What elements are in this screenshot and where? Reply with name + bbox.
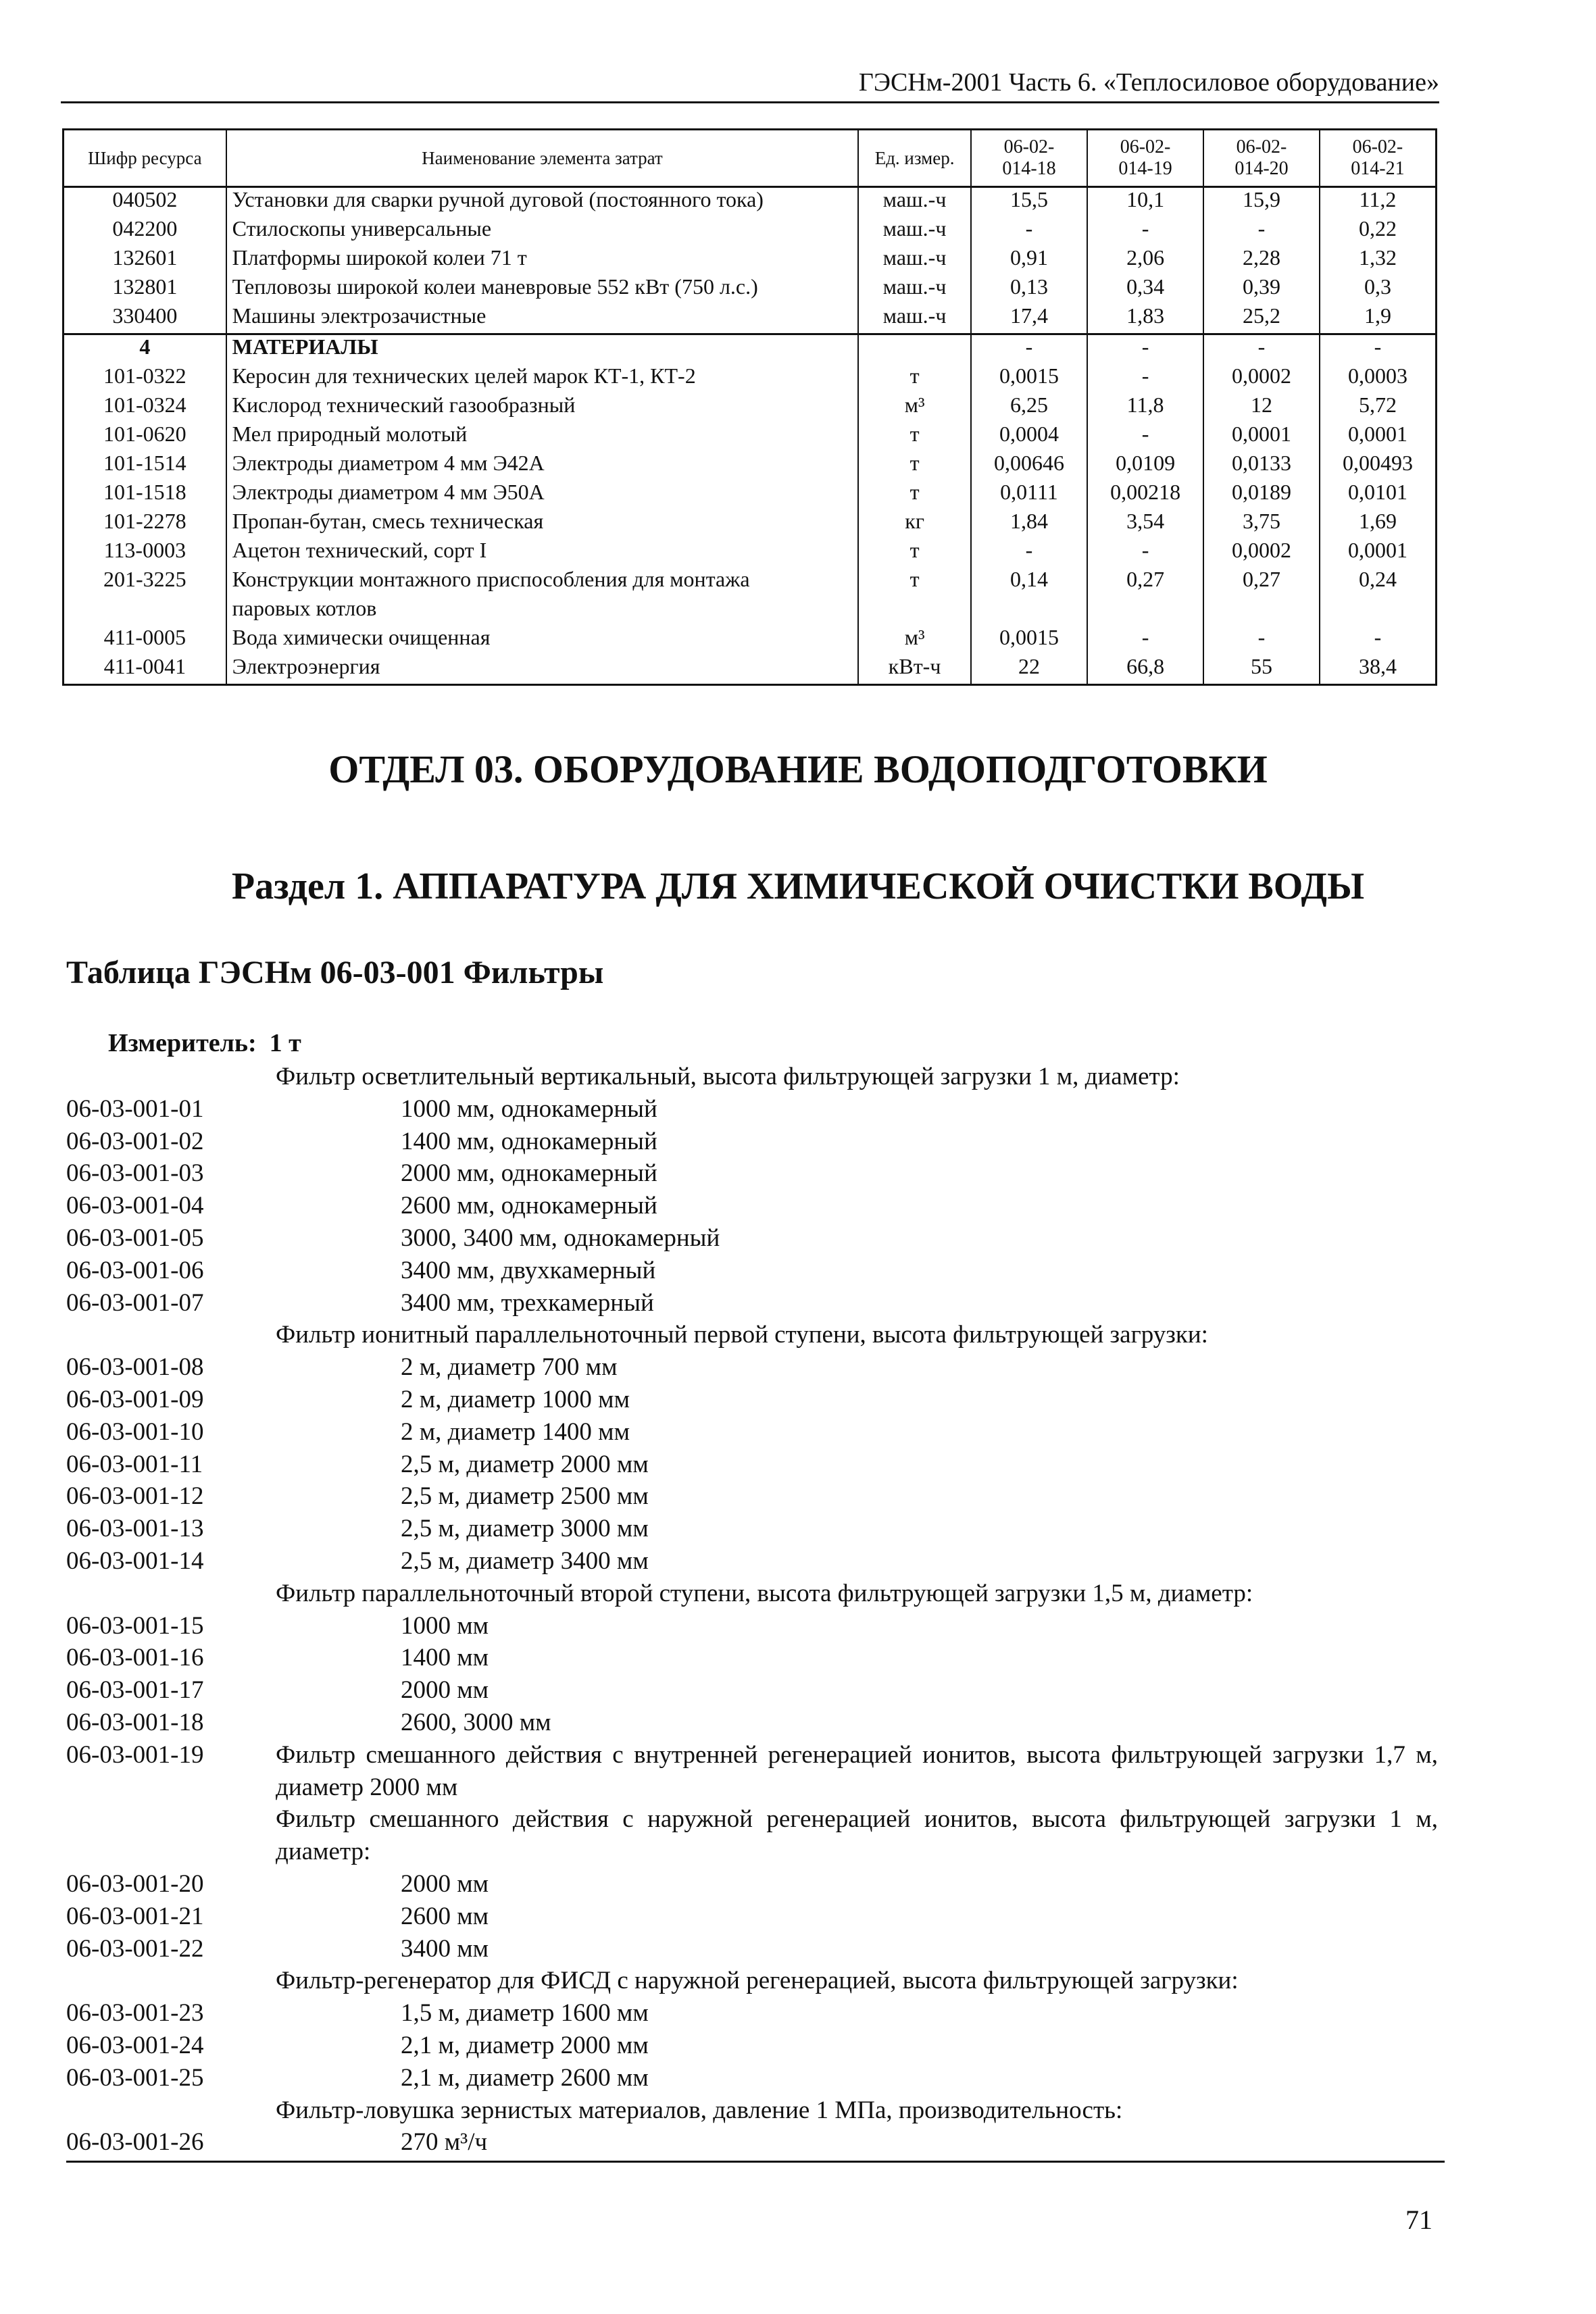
cell-value: 1,32	[1320, 246, 1437, 275]
item-desc: 2000 мм, однокамерный	[401, 1159, 657, 1188]
item-desc: 3000, 3400 мм, однокамерный	[401, 1224, 720, 1252]
cell-unit: т	[858, 422, 971, 451]
table-row	[64, 187, 1437, 218]
cell-unit: маш.-ч	[858, 275, 971, 304]
cell-code: 101-0620	[64, 422, 226, 451]
cell-value: 25,2	[1203, 304, 1320, 334]
cell-code: 101-0324	[64, 393, 226, 422]
group-heading: Фильтр смешанного действия с наружной регенерацией ионитов, высота фильтрующей загрузки 1 м, диаметр:	[276, 1805, 1438, 1866]
item-desc: 2 м, диаметр 700 мм	[401, 1353, 618, 1382]
cell-unit: маш.-ч	[858, 304, 971, 334]
group-heading: Фильтр-регенератор для ФИСД с наружной регенерацией, высота фильтрующей загрузки:	[276, 1967, 1239, 1995]
list-item	[66, 1351, 1445, 1384]
item-code: 06-03-001-10	[66, 1417, 204, 1446]
item-desc: 3400 мм, двухкамерный	[401, 1256, 656, 1284]
item-code: 06-03-001-24	[66, 2031, 204, 2059]
group-heading: Фильтр ионитный параллельноточный первой ступени, высота фильтрующей загрузки:	[276, 1321, 1208, 1349]
cell-value: 0,0001	[1203, 422, 1320, 451]
item-code: 06-03-001-03	[66, 1159, 204, 1188]
cell-value: 11,8	[1087, 393, 1203, 422]
cell-name: Машины электрозачистные	[226, 304, 859, 334]
cell-value: -	[1203, 626, 1320, 655]
cell-value: -	[1320, 334, 1437, 365]
item-desc: 2,5 м, диаметр 3400 мм	[401, 1546, 649, 1575]
cell-value: 17,4	[971, 304, 1087, 334]
cell-value: -	[971, 217, 1087, 246]
cell-name: Стилоскопы универсальные	[226, 217, 859, 246]
col-c2-header: 06-02- 014-19	[1087, 130, 1203, 187]
cell-code: 042200	[64, 217, 226, 246]
table-row	[64, 480, 1437, 509]
col-c3-header: 06-02- 014-20	[1203, 130, 1320, 187]
item-code: 06-03-001-17	[66, 1676, 204, 1705]
cell-unit: т	[858, 480, 971, 509]
list-item	[66, 1384, 1445, 1416]
cell-value: -	[1087, 217, 1203, 246]
cell-value: 0,39	[1203, 275, 1320, 304]
group-heading: Фильтр осветлительный вертикальный, высота фильтрующей загрузки 1 м, диаметр:	[276, 1063, 1180, 1090]
cell-value: -	[1087, 364, 1203, 393]
item-desc: 1000 мм, однокамерный	[401, 1095, 657, 1123]
cell-code: 132801	[64, 275, 226, 304]
cell-value: 12	[1203, 393, 1320, 422]
cell-value: 1,69	[1320, 509, 1437, 538]
cell-code: 101-2278	[64, 509, 226, 538]
item-desc: 2,1 м, диаметр 2600 мм	[401, 2063, 649, 2092]
cell-value	[1320, 597, 1437, 626]
list-item	[66, 1287, 1445, 1319]
section-title: Раздел 1. АППАРАТУРА ДЛЯ ХИМИЧЕСКОЙ ОЧИСТКИ ВОДЫ	[231, 865, 1365, 907]
cell-value: 0,0189	[1203, 480, 1320, 509]
cell-value: 0,0002	[1203, 538, 1320, 568]
item-desc: 2,5 м, диаметр 3000 мм	[401, 1515, 649, 1543]
item-desc: 2,5 м, диаметр 2500 мм	[401, 1482, 649, 1511]
item-code: 06-03-001-14	[66, 1546, 204, 1575]
cell-unit: м³	[858, 393, 971, 422]
cell-code: 040502	[64, 187, 226, 218]
cell-unit: т	[858, 568, 971, 597]
cell-value: 0,00218	[1087, 480, 1203, 509]
list-item	[66, 1513, 1445, 1545]
item-code: 06-03-001-12	[66, 1482, 204, 1511]
cell-value: -	[971, 538, 1087, 568]
cell-value: 0,0001	[1320, 538, 1437, 568]
cell-name: Кислород технический газообразный	[226, 393, 859, 422]
cell-value: 0,91	[971, 246, 1087, 275]
cell-value: 0,0101	[1320, 480, 1437, 509]
list-item	[66, 2030, 1445, 2062]
table-row	[64, 597, 1437, 626]
cell-value: 0,00646	[971, 451, 1087, 480]
cell-value: 0,0015	[971, 626, 1087, 655]
cell-value: 1,84	[971, 509, 1087, 538]
list-item	[66, 1157, 1445, 1190]
item-code: 06-03-001-15	[66, 1611, 204, 1640]
group-heading: Фильтр параллельноточный второй ступени, высота фильтрующей загрузки 1,5 м, диаметр:	[276, 1579, 1253, 1607]
cell-value	[971, 597, 1087, 626]
item-code: 06-03-001-04	[66, 1192, 204, 1220]
list-item	[66, 1997, 1445, 2030]
cell-unit: маш.-ч	[858, 217, 971, 246]
item-desc: 2,5 м, диаметр 2000 мм	[401, 1450, 649, 1478]
cell-name: МАТЕРИАЛЫ	[226, 334, 859, 365]
cell-name: Электроды диаметром 4 мм Э50А	[226, 480, 859, 509]
list-item	[66, 1868, 1445, 1901]
item-desc: 3400 мм	[401, 1934, 489, 1963]
cell-value: -	[1203, 217, 1320, 246]
item-desc: 1400 мм, однокамерный	[401, 1127, 657, 1155]
item-code: 06-03-001-08	[66, 1353, 204, 1382]
cell-value: 0,0001	[1320, 422, 1437, 451]
list-item	[66, 2126, 1445, 2159]
cell-unit: кВт-ч	[858, 655, 971, 685]
col-c4-header: 06-02- 014-21	[1320, 130, 1437, 187]
resource-table-body	[64, 187, 1437, 685]
table-row	[64, 626, 1437, 655]
cell-code	[64, 597, 226, 626]
cell-name: паровых котлов	[226, 597, 859, 626]
item-desc: 2 м, диаметр 1000 мм	[401, 1385, 630, 1413]
cell-code: 132601	[64, 246, 226, 275]
col-unit-header: Ед. измер.	[858, 130, 971, 187]
running-header: ГЭСНм-2001 Часть 6. «Теплосиловое оборудование»	[858, 68, 1439, 97]
list-item	[66, 1255, 1445, 1287]
list-item	[66, 2062, 1445, 2094]
cell-unit	[858, 597, 971, 626]
cell-value: -	[971, 334, 1087, 365]
item-code: 06-03-001-07	[66, 1288, 204, 1317]
item-desc: 2600 мм, однокамерный	[401, 1192, 657, 1220]
list-item	[66, 1674, 1445, 1707]
cell-value: 0,0002	[1203, 364, 1320, 393]
cell-value: 1,9	[1320, 304, 1437, 334]
table-row	[64, 655, 1437, 685]
cell-value	[1087, 597, 1203, 626]
meter-label: Измеритель:	[108, 1029, 257, 1057]
cell-value: 0,0015	[971, 364, 1087, 393]
table-row	[64, 509, 1437, 538]
item-code: 06-03-001-11	[66, 1450, 203, 1478]
cell-name: Конструкции монтажного приспособления для монтажа	[226, 568, 859, 597]
cell-unit: маш.-ч	[858, 187, 971, 218]
cell-code: 330400	[64, 304, 226, 334]
cell-value: 0,22	[1320, 217, 1437, 246]
cell-unit: т	[858, 538, 971, 568]
col-code-header: Шифр ресурса	[64, 130, 226, 187]
bottom-rule	[66, 2161, 1445, 2163]
item-code: 06-03-001-13	[66, 1515, 204, 1543]
cell-unit: маш.-ч	[858, 246, 971, 275]
cell-code: 411-0005	[64, 626, 226, 655]
cell-unit: т	[858, 451, 971, 480]
cell-code: 113-0003	[64, 538, 226, 568]
cell-value: -	[1203, 334, 1320, 365]
list-item	[66, 1222, 1445, 1255]
item-desc: 1000 мм	[401, 1611, 489, 1640]
item-code: 06-03-001-09	[66, 1385, 204, 1413]
cell-value: 22	[971, 655, 1087, 685]
cell-unit: т	[858, 364, 971, 393]
cell-value: 0,27	[1087, 568, 1203, 597]
item-desc: 2,1 м, диаметр 2000 мм	[401, 2031, 649, 2059]
list-item	[66, 1126, 1445, 1158]
col-name-header: Наименование элемента затрат	[226, 130, 859, 187]
cell-code: 101-1514	[64, 451, 226, 480]
table-row	[64, 275, 1437, 304]
item-code: 06-03-001-25	[66, 2063, 204, 2092]
cell-value: -	[1320, 626, 1437, 655]
item-desc: 2 м, диаметр 1400 мм	[401, 1417, 630, 1446]
cell-value: 0,34	[1087, 275, 1203, 304]
cell-value: 55	[1203, 655, 1320, 685]
list-item	[66, 1449, 1445, 1481]
table-row	[64, 422, 1437, 451]
list-item	[66, 1190, 1445, 1222]
col-c1-header: 06-02- 014-18	[971, 130, 1087, 187]
item-desc: 270 м³/ч	[401, 2128, 488, 2157]
item-code: 06-03-001-23	[66, 1999, 204, 2028]
cell-unit: кг	[858, 509, 971, 538]
cell-code: 4	[64, 334, 226, 365]
cell-value: 5,72	[1320, 393, 1437, 422]
cell-value: 10,1	[1087, 187, 1203, 218]
cell-value: 3,75	[1203, 509, 1320, 538]
item-code: 06-03-001-19	[66, 1740, 204, 1769]
cell-name: Тепловозы широкой колеи маневровые 552 кВт (750 л.с.)	[226, 275, 859, 304]
cell-value: 0,0004	[971, 422, 1087, 451]
item-desc: 1,5 м, диаметр 1600 мм	[401, 1999, 649, 2028]
table-row	[64, 304, 1437, 334]
cell-name: Электроды диаметром 4 мм Э42А	[226, 451, 859, 480]
table-title: Таблица ГЭСНм 06-03-001 Фильтры	[66, 955, 604, 990]
item-desc: 1400 мм	[401, 1644, 489, 1672]
cell-name: Пропан-бутан, смесь техническая	[226, 509, 859, 538]
cell-code: 101-0322	[64, 364, 226, 393]
cell-unit: м³	[858, 626, 971, 655]
cell-value: 3,54	[1087, 509, 1203, 538]
cell-value: 15,9	[1203, 187, 1320, 218]
cell-value: 1,83	[1087, 304, 1203, 334]
table-row	[64, 393, 1437, 422]
cell-value: 0,0111	[971, 480, 1087, 509]
resource-table	[62, 128, 1437, 686]
cell-name: Установки для сварки ручной дуговой (постоянного тока)	[226, 187, 859, 218]
cell-value: 6,25	[971, 393, 1087, 422]
item-code: 06-03-001-06	[66, 1256, 204, 1284]
item-code: 06-03-001-21	[66, 1902, 204, 1930]
table-row	[64, 246, 1437, 275]
table-row	[64, 334, 1437, 365]
item-code: 06-03-001-05	[66, 1224, 204, 1252]
list-item	[66, 1707, 1445, 1739]
cell-code: 411-0041	[64, 655, 226, 685]
item-code: 06-03-001-01	[66, 1095, 204, 1123]
list-item	[66, 1610, 1445, 1642]
item-code: 06-03-001-26	[66, 2128, 204, 2157]
table-row	[64, 364, 1437, 393]
item-code: 06-03-001-18	[66, 1708, 204, 1736]
table-row	[64, 568, 1437, 597]
list-item	[66, 1480, 1445, 1513]
cell-code: 201-3225	[64, 568, 226, 597]
list-item	[66, 1933, 1445, 1965]
list-item	[66, 1642, 1445, 1674]
cell-value: -	[1087, 538, 1203, 568]
cell-value: -	[1087, 334, 1203, 365]
group-heading: Фильтр-ловушка зернистых материалов, давление 1 МПа, производительность:	[276, 2096, 1123, 2124]
item-desc: 2600, 3000 мм	[401, 1708, 551, 1736]
cell-value: 38,4	[1320, 655, 1437, 685]
department-title: ОТДЕЛ 03. ОБОРУДОВАНИЕ ВОДОПОДГОТОВКИ	[328, 747, 1268, 791]
cell-value: 0,14	[971, 568, 1087, 597]
item-code: 06-03-001-02	[66, 1127, 204, 1155]
list-item	[66, 1545, 1445, 1578]
item-desc: 2000 мм	[401, 1869, 489, 1898]
cell-value: 0,00493	[1320, 451, 1437, 480]
header-rule	[61, 101, 1439, 103]
list-item	[66, 1416, 1445, 1449]
cell-unit	[858, 334, 971, 365]
item-code: 06-03-001-16	[66, 1644, 204, 1672]
page-number: 71	[1405, 2205, 1432, 2235]
cell-name: Электроэнергия	[226, 655, 859, 685]
group-heading: Фильтр смешанного действия с внутренней регенерацией ионитов, высота фильтрующей загрузки 1,7 м, диаметр 2000 мм	[276, 1740, 1438, 1801]
item-desc: 2000 мм	[401, 1676, 489, 1705]
cell-value: -	[1087, 422, 1203, 451]
item-desc: 3400 мм, трехкамерный	[401, 1288, 654, 1317]
norm-list	[66, 1061, 1445, 2159]
cell-name: Керосин для технических целей марок КТ-1, КТ-2	[226, 364, 859, 393]
cell-value: 0,24	[1320, 568, 1437, 597]
item-code: 06-03-001-20	[66, 1869, 204, 1898]
item-code: 06-03-001-22	[66, 1934, 204, 1963]
cell-value: 0,3	[1320, 275, 1437, 304]
cell-value: 0,27	[1203, 568, 1320, 597]
cell-value: 0,13	[971, 275, 1087, 304]
table-row	[64, 451, 1437, 480]
cell-value: -	[1087, 626, 1203, 655]
cell-name: Ацетон технический, сорт I	[226, 538, 859, 568]
cell-value: 0,0003	[1320, 364, 1437, 393]
item-desc: 2600 мм	[401, 1902, 489, 1930]
cell-code: 101-1518	[64, 480, 226, 509]
cell-name: Вода химически очищенная	[226, 626, 859, 655]
meter-line	[108, 1028, 301, 1058]
cell-value: 66,8	[1087, 655, 1203, 685]
cell-value	[1203, 597, 1320, 626]
list-item	[66, 1739, 1445, 1804]
table-row	[64, 217, 1437, 246]
list-item	[66, 1093, 1445, 1126]
cell-value: 0,0109	[1087, 451, 1203, 480]
cell-value: 15,5	[971, 187, 1087, 218]
list-item	[66, 1901, 1445, 1933]
cell-name: Платформы широкой колеи 71 т	[226, 246, 859, 275]
cell-value: 2,28	[1203, 246, 1320, 275]
cell-value: 0,0133	[1203, 451, 1320, 480]
table-row	[64, 538, 1437, 568]
table-header-row	[64, 130, 1437, 187]
cell-name: Мел природный молотый	[226, 422, 859, 451]
cell-value: 11,2	[1320, 187, 1437, 218]
cell-value: 2,06	[1087, 246, 1203, 275]
meter-value: 1 т	[269, 1029, 301, 1057]
